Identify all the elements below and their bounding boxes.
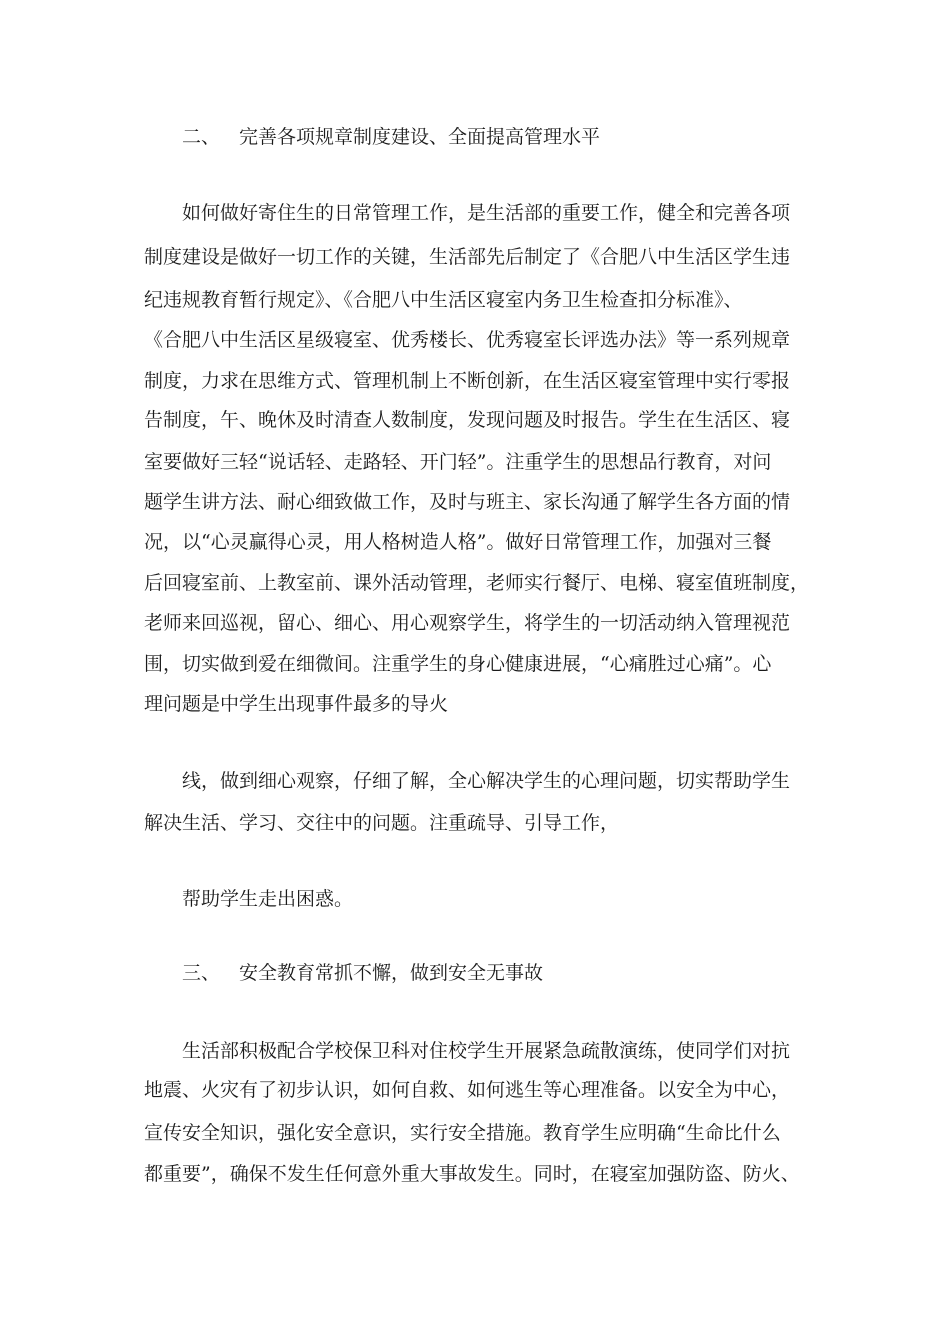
paragraph-1-line: 理问题是中学生出现事件最多的导火 [144,693,449,715]
paragraph-1-line: 室要做好三轻“说话轻、走路轻、开门轻”。注重学生的思想品行教育，对问 [144,451,772,473]
paragraph-2-line: 线，做到细心观察，仔细了解，全心解决学生的心理问题，切实帮助学生 [182,770,791,792]
paragraph-1-line: 题学生讲方法、耐心细致做工作，及时与班主、家长沟通了解学生各方面的情 [144,491,791,513]
section-3-number: 三、 [182,962,221,984]
paragraph-1-line: 围，切实做到爱在细微间。注重学生的身心健康进展，“心痛胜过心痛”。心 [144,653,772,675]
paragraph-1-line: 老师来回巡视，留心、细心、用心观察学生，将学生的一切活动纳入管理视范 [144,612,791,634]
paragraph-1-line: 制度建设是做好一切工作的关键，生活部先后制定了《合肥八中生活区学生违 [144,246,791,268]
section-3-title: 安全教育常抓不懈，做到安全无事故 [239,962,544,984]
section-2-title: 完善各项规章制度建设、全面提高管理水平 [239,126,601,148]
paragraph-1-line: 后回寝室前、上教室前、课外活动管理，老师实行餐厅、电梯、寝室值班制度， [144,572,810,594]
paragraph-1-line: 告制度，午、晚休及时清查人数制度，发现问题及时报告。学生在生活区、寝 [144,409,791,431]
paragraph-1-line: 纪违规教育暂行规定》、《合肥八中生活区寝室内务卫生检查扣分标准》、 [144,289,743,311]
paragraph-1-line: 况，以“心灵赢得心灵，用人格树造人格”。做好日常管理工作，加强对三餐 [144,531,772,553]
section-3-heading [182,958,543,988]
paragraph-4-line: 都重要”，确保不发生任何意外重大事故发生。同时，在寝室加强防盗、防火、 [144,1163,800,1185]
section-2-heading [182,122,600,152]
paragraph-4-line: 宣传安全知识，强化安全意识，实行安全措施。教育学生应明确“生命比什么 [144,1122,781,1144]
paragraph-2-line: 解决生活、学习、交往中的问题。注重疏导、引导工作， [144,812,620,834]
paragraph-1-line: 《合肥八中生活区星级寝室、优秀楼长、优秀寝室长评选办法》等一系列规章 [144,329,791,351]
paragraph-1-line: 制度，力求在思维方式、管理机制上不断创新，在生活区寝室管理中实行零报 [144,370,791,392]
paragraph-4-line: 地震、火灾有了初步认识，如何自救、如何逃生等心理准备。以安全为中心， [144,1079,791,1101]
section-2-number: 二、 [182,126,221,148]
paragraph-3-line: 帮助学生走出困惑。 [182,888,354,910]
paragraph-4-line: 生活部积极配合学校保卫科对住校学生开展紧急疏散演练，使同学们对抗 [182,1040,791,1062]
paragraph-1-line: 如何做好寄住生的日常管理工作，是生活部的重要工作，健全和完善各项 [182,202,791,224]
